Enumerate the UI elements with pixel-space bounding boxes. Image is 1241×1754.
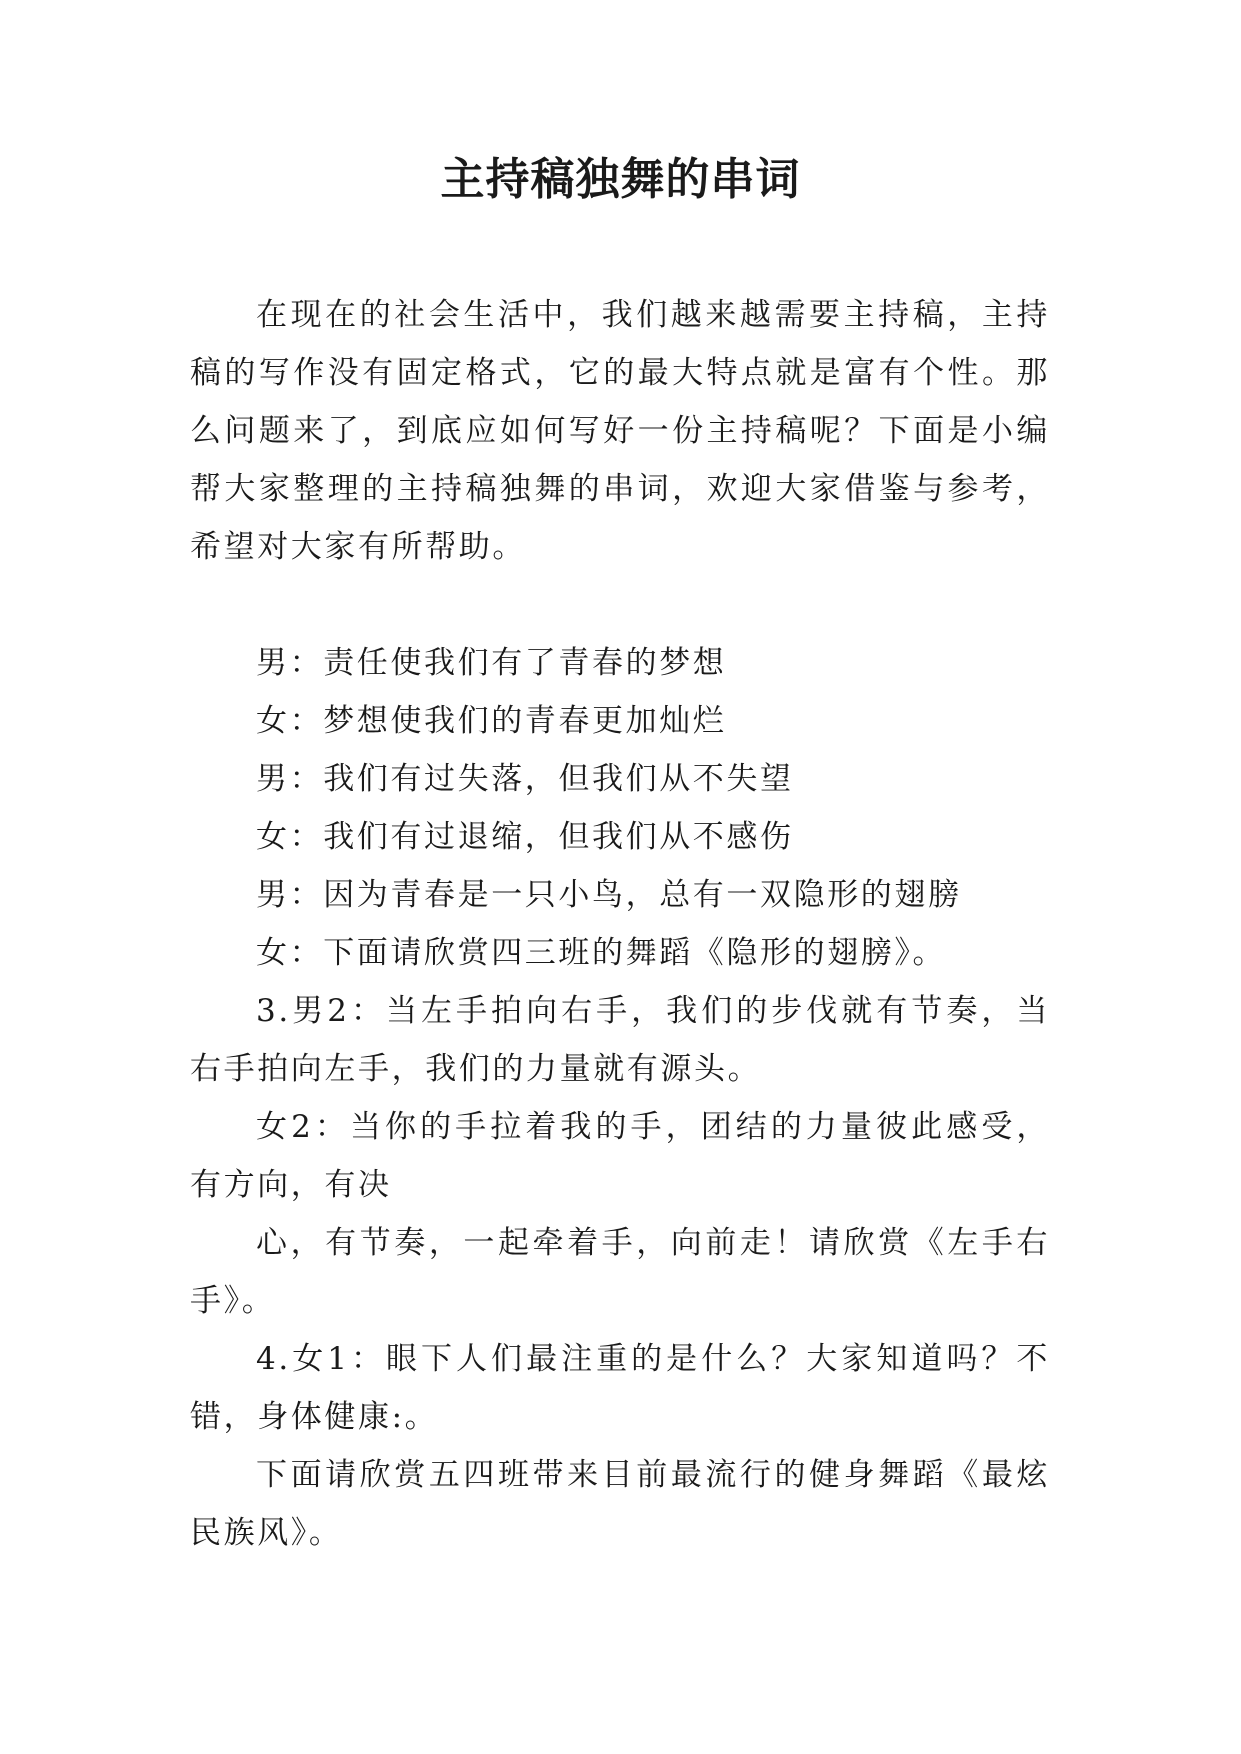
script-line-4: 女：我们有过退缩，但我们从不感伤 (256, 819, 794, 855)
script-line-10: 4.女1：眼下人们最注重的是什么？大家知道吗？不错，身体健康:。 (190, 1341, 1050, 1435)
script-line-8: 女2：当你的手拉着我的手，团结的力量彼此感受，有方向，有决 (190, 1109, 1050, 1203)
document-title: 主持稿独舞的串词 (440, 154, 801, 205)
script-line-11: 下面请欣赏五四班带来目前最流行的健身舞蹈《最炫民族风》。 (190, 1457, 1050, 1551)
intro-paragraph: 在现在的社会生活中，我们越来越需要主持稿，主持稿的写作没有固定格式，它的最大特点就是富有个性。那么问题来了，到底应如何写好一份主持稿呢？下面是小编帮大家整理的主持稿独舞的串词，欢迎大家借鉴与参考，希望对大家有所帮助。 (190, 297, 1050, 565)
script-line-6: 女：下面请欣赏四三班的舞蹈《隐形的翅膀》。 (256, 935, 947, 971)
script-line-9: 心，有节奏，一起牵着手，向前走！请欣赏《左手右手》。 (190, 1225, 1050, 1319)
paragraph-gap (190, 576, 1050, 634)
script-line-5: 男：因为青春是一只小鸟，总有一双隐形的翅膀 (256, 877, 962, 913)
script-line-1: 男：责任使我们有了青春的梦想 (256, 645, 727, 681)
script-line-7: 3.男2：当左手拍向右手，我们的步伐就有节奏，当右手拍向左手，我们的力量就有源头。 (190, 993, 1050, 1087)
document-body (190, 286, 1050, 1562)
script-line-3: 男：我们有过失落，但我们从不失望 (256, 761, 794, 797)
script-line-2: 女：梦想使我们的青春更加灿烂 (256, 703, 727, 739)
